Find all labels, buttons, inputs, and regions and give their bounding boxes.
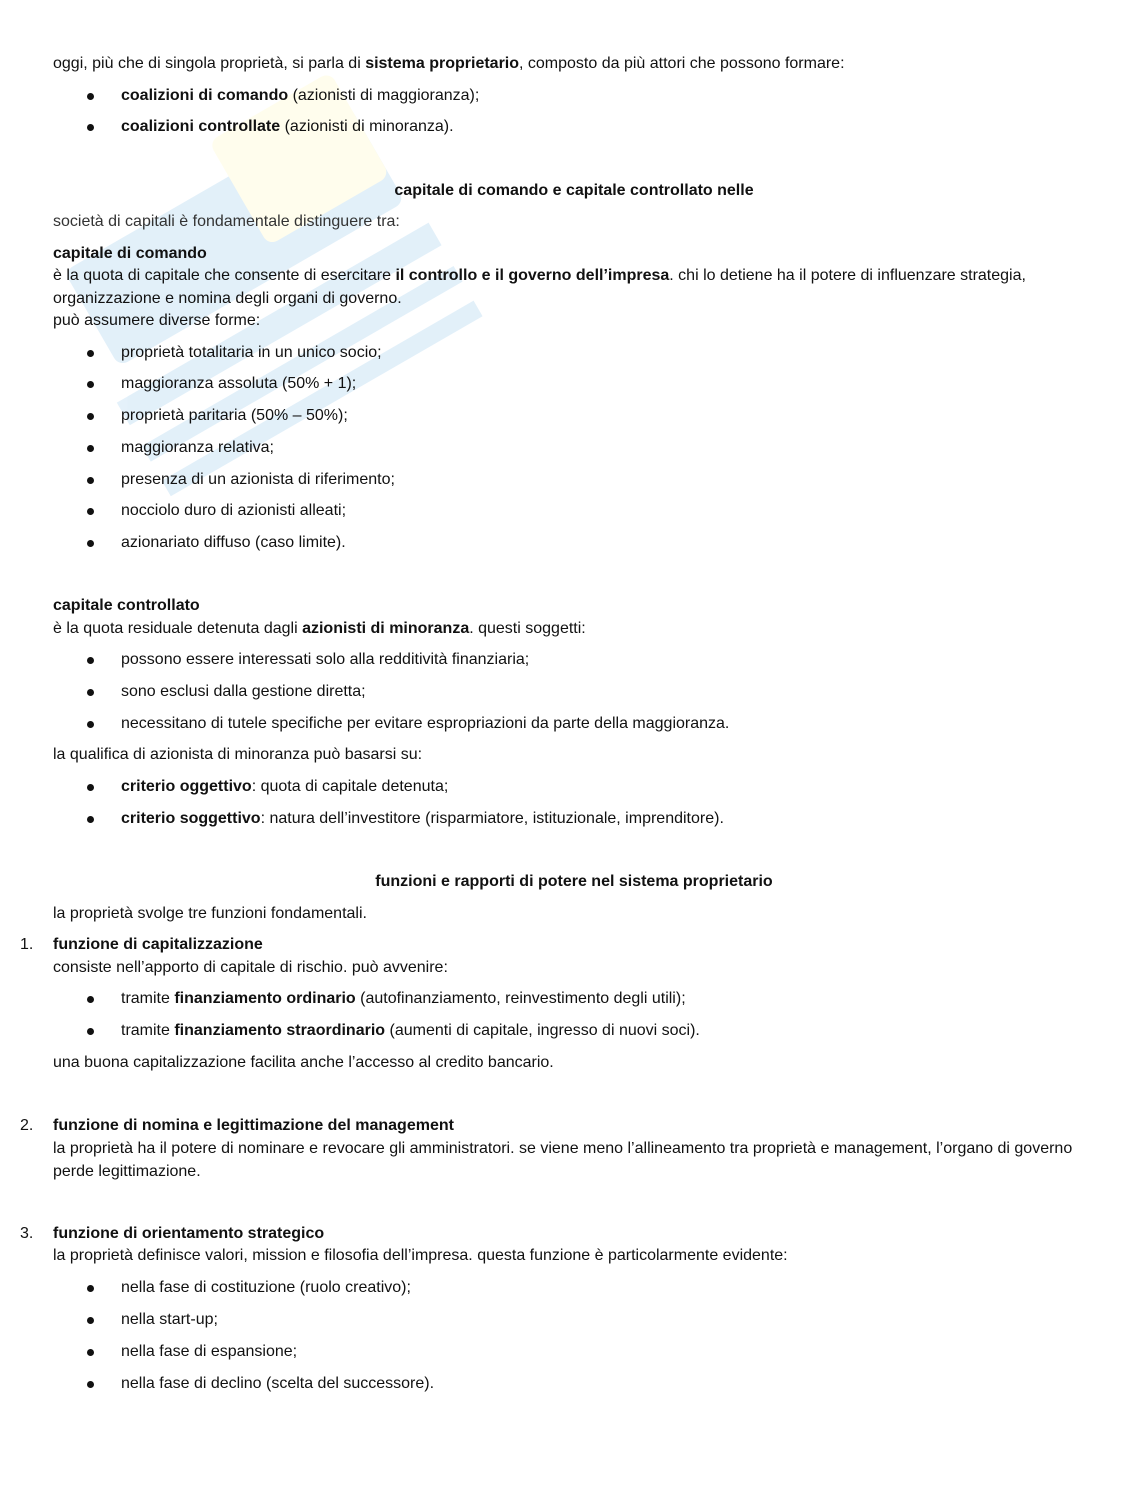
intro-paragraph: oggi, più che di singola proprietà, si parla di sistema proprietario, composto da più attori che possono formare:: [53, 55, 845, 72]
capitale-comando-heading: capitale di comando: [53, 245, 207, 262]
funzione-text: consiste nell’apporto di capitale di rischio. può avvenire:: [53, 959, 448, 976]
section-title: funzioni e rapporti di potere nel sistema proprietario: [375, 873, 773, 890]
list-number: 3.: [20, 1225, 34, 1242]
funzione-heading: funzione di capitalizzazione: [53, 936, 263, 953]
funzione-text: la proprietà ha il potere di nominare e revocare gli amministratori. se viene meno l’allineamento tra proprietà e management, l’organo di governo perde legittimazione.: [53, 1140, 1073, 1180]
capitale-comando-text: è la quota di capitale che consente di esercitare il controllo e il governo dell’impresa. chi lo detiene ha il potere di influenzare strategia, organizzazione e nomina degli organi di governo.: [53, 267, 1026, 307]
criteria-intro: la qualifica di azionista di minoranza può basarsi su:: [53, 746, 423, 763]
funzione-heading: funzione di nomina e legittimazione del management: [53, 1117, 454, 1134]
funzione-text: la proprietà definisce valori, mission e filosofia dell’impresa. questa funzione è particolarmente evidente:: [53, 1247, 788, 1264]
capitale-controllato-text: è la quota residuale detenuta dagli azionisti di minoranza. questi soggetti:: [53, 620, 586, 637]
section-subtitle: società di capitali è fondamentale distinguere tra:: [53, 213, 400, 230]
capitale-controllato-heading: capitale controllato: [53, 597, 200, 614]
funzione-after-text: una buona capitalizzazione facilita anche l’accesso al credito bancario.: [53, 1054, 554, 1071]
list-number: 1.: [20, 936, 34, 953]
forms-intro: può assumere diverse forme:: [53, 312, 261, 329]
section-intro: la proprietà svolge tre funzioni fondamentali.: [53, 905, 367, 922]
funzione-heading: funzione di orientamento strategico: [53, 1225, 325, 1242]
section-title: capitale di comando e capitale controllato nelle: [394, 182, 754, 199]
document-page: oggi, più che di singola proprietà, si parla di sistema proprietario, composto da più attori che possono formare: coalizioni di comando (azionisti di maggioranza); coalizioni controllate (azionisti di minoranza). capitale di comando e capitale controllato nelle società di capitali è fondamentale distinguere tra: capitale di comando è la quota di capitale che consente di esercitare il controllo e il governo dell’impresa. chi lo detiene ha il potere di influenzare strategia, organizzazione e nomina degli organi di governo. può assumere diverse forme: proprietà totalitaria in un unico socio; maggioranza assoluta (50% + 1); proprietà paritaria (50% – 50%); maggioranza relativa; presenza di un azionista di riferimento; nocciolo duro di azionisti alleati; azionariato diffuso (caso limite). capitale controllato è la quota residuale detenuta dagli azionisti di minoranza. questi soggetti: possono essere interessati solo alla redditività finanziaria; sono esclusi dalla gestione diretta; necessitano di tutele specifiche per evitare espropriazioni da parte della maggioranza. la qualifica di azionista di minoranza può basarsi su: criterio oggettivo: quota di capitale detenuta; criterio soggettivo: natura dell’investitore (risparmiatore, istituzionale, imprenditore). funzioni e rapporti di potere nel sistema proprietario la proprietà svolge tre funzioni fondamentali. 1. funzione di capitalizzazione consiste nell’apporto di capitale di rischio. può avvenire: tramite finanziamento ordinario (autofinanziamento, reinvestimento degli utili); tramite finanziamento straordinario (aumenti di capitale, ingresso di nuovi soci). una buona capitalizzazione facilita anche l’accesso al credito bancario. 2. funzione di nomina e legittimazione del management la proprietà ha il potere di nominare e revocare gli amministratori. se viene meno l’allineamento tra proprietà e management, l’organo di governo perde legittimazione. 3. funzione di orientamento strategico la proprietà definisce valori, mission e filosofia dell’impresa. questa funzione è particolarmente evidente: nella fase di costituzione (ruolo creativo); nella start-up; nella fase di espansione; nella fase di declino (scelta del successore).: [0, 0, 1148, 1485]
list-number: 2.: [20, 1117, 34, 1134]
